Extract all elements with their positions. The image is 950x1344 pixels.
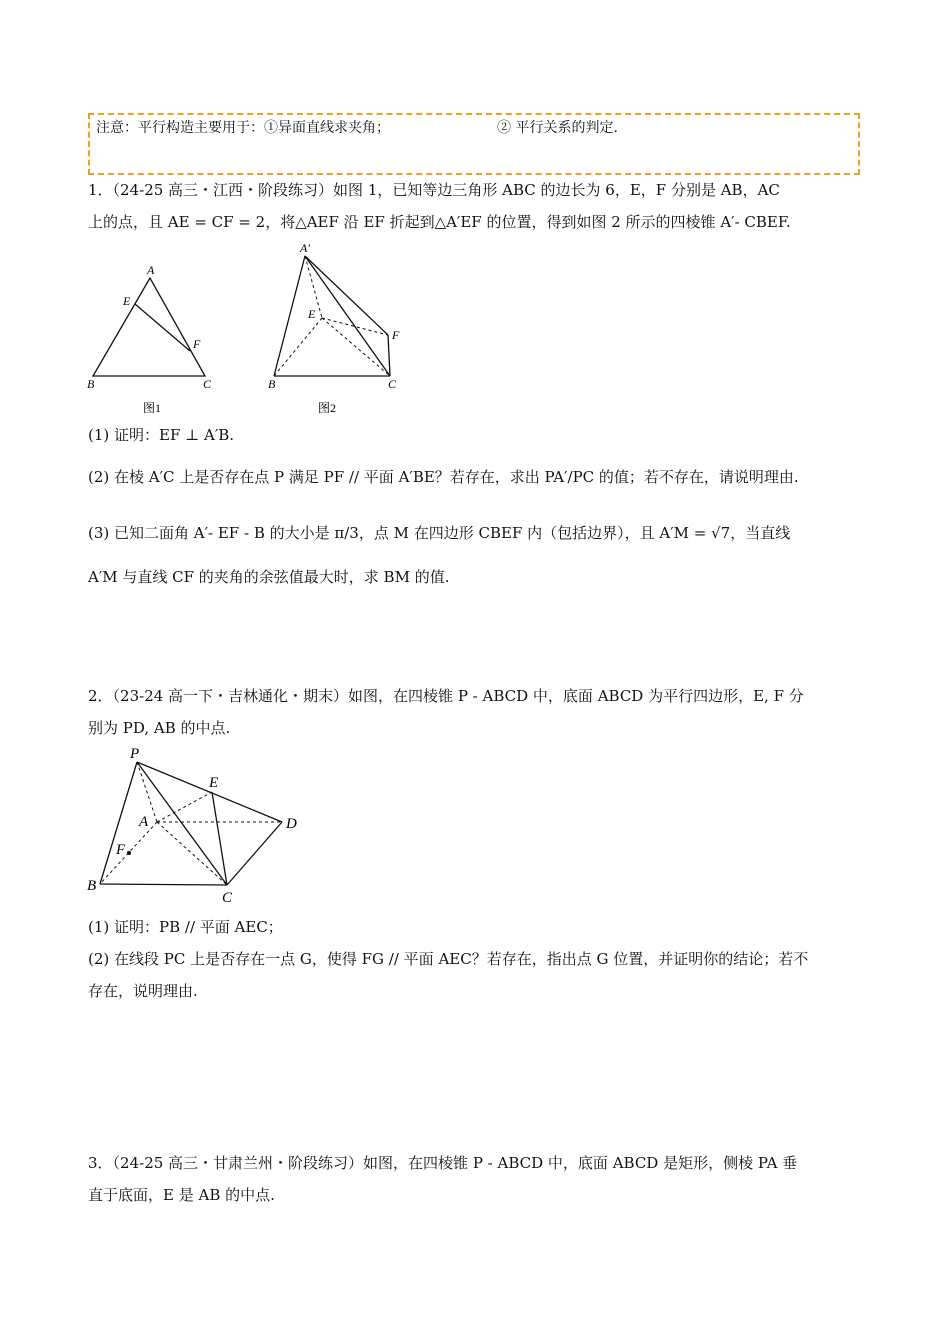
fig3-label-p: P bbox=[130, 746, 140, 762]
fig2-caption: 图2 bbox=[318, 401, 337, 415]
fig1-label-a: A bbox=[147, 263, 155, 277]
q1-part3-line2: A′M 与直线 CF 的夹角的余弦值最大时，求 BM 的值. bbox=[88, 568, 450, 586]
fig3-label-b: B bbox=[87, 878, 97, 894]
fig2-label-f: F bbox=[392, 328, 400, 342]
q2-line1: 2．（23-24 高一下・吉林通化・期末）如图，在四棱锥 P - ABCD 中，底面 ABCD 为平行四边形，E, F 分 bbox=[88, 687, 804, 705]
q2-part2-line1: (2) 在线段 PC 上是否存在一点 G，使得 FG // 平面 AEC？若存在，指出点 G 位置，并证明你的结论；若不 bbox=[88, 950, 809, 968]
fig1-triangle bbox=[93, 278, 205, 376]
fig1-label-e: E bbox=[123, 294, 131, 308]
note-text-2: ② 平行关系的判定. bbox=[497, 120, 618, 136]
fig2-label-b: B bbox=[268, 377, 276, 391]
q3-line1: 3．（24-25 高三・甘肃兰州・阶段练习）如图，在四棱锥 P - ABCD 中，底面 ABCD 是矩形，侧棱 PA 垂 bbox=[88, 1154, 798, 1172]
q2-part2-line2: 存在，说明理由. bbox=[88, 982, 198, 1000]
q3-line2: 直于底面，E 是 AB 的中点. bbox=[88, 1186, 275, 1204]
q2-figure bbox=[82, 742, 322, 907]
q1-part1: (1) 证明：EF ⊥ A′B. bbox=[88, 426, 235, 444]
q1-figure1 bbox=[85, 260, 225, 420]
fig2-label-c: C bbox=[388, 377, 397, 391]
fig1-label-b: B bbox=[87, 377, 95, 391]
fig1-caption: 图1 bbox=[143, 401, 162, 415]
fig3-label-c: C bbox=[222, 890, 233, 906]
fig2-label-e: E bbox=[308, 307, 316, 321]
q1-line1: 1．（24-25 高三・江西・阶段练习）如图 1，已知等边三角形 ABC 的边长为 6，E，F 分别是 AB，AC bbox=[88, 181, 780, 199]
fig1-label-f: F bbox=[193, 337, 201, 351]
fig2-label-a: A′ bbox=[300, 241, 310, 255]
fig3-label-f: F bbox=[116, 842, 126, 858]
q2-part1: (1) 证明：PB // 平面 AEC； bbox=[88, 918, 283, 936]
note-text: 注意：平行构造主要用于：①异面直线求夹角； bbox=[96, 120, 390, 136]
q1-part2: (2) 在棱 A′C 上是否存在点 P 满足 PF // 平面 A′BE？若存在，求出 PA′/PC 的值；若不存在，请说明理由. bbox=[88, 468, 799, 486]
fig1-segment-ef bbox=[135, 304, 190, 351]
fig3-label-e: E bbox=[209, 775, 219, 791]
q1-part3-line1: (3) 已知二面角 A′- EF - B 的大小是 π/3，点 M 在四边形 CBEF 内（包括边界），且 A′M = √7，当直线 bbox=[88, 524, 791, 542]
q1-figure2 bbox=[262, 238, 412, 420]
q1-line2: 上的点，且 AE = CF = 2，将△AEF 沿 EF 折起到△A′EF 的位置，得到如图 2 所示的四棱锥 A′- CBEF. bbox=[88, 213, 791, 231]
q2-line2: 别为 PD, AB 的中点. bbox=[88, 719, 231, 737]
fig3-label-d: D bbox=[286, 816, 297, 832]
fig1-label-c: C bbox=[203, 377, 212, 391]
fig3-label-a: A bbox=[139, 814, 149, 830]
